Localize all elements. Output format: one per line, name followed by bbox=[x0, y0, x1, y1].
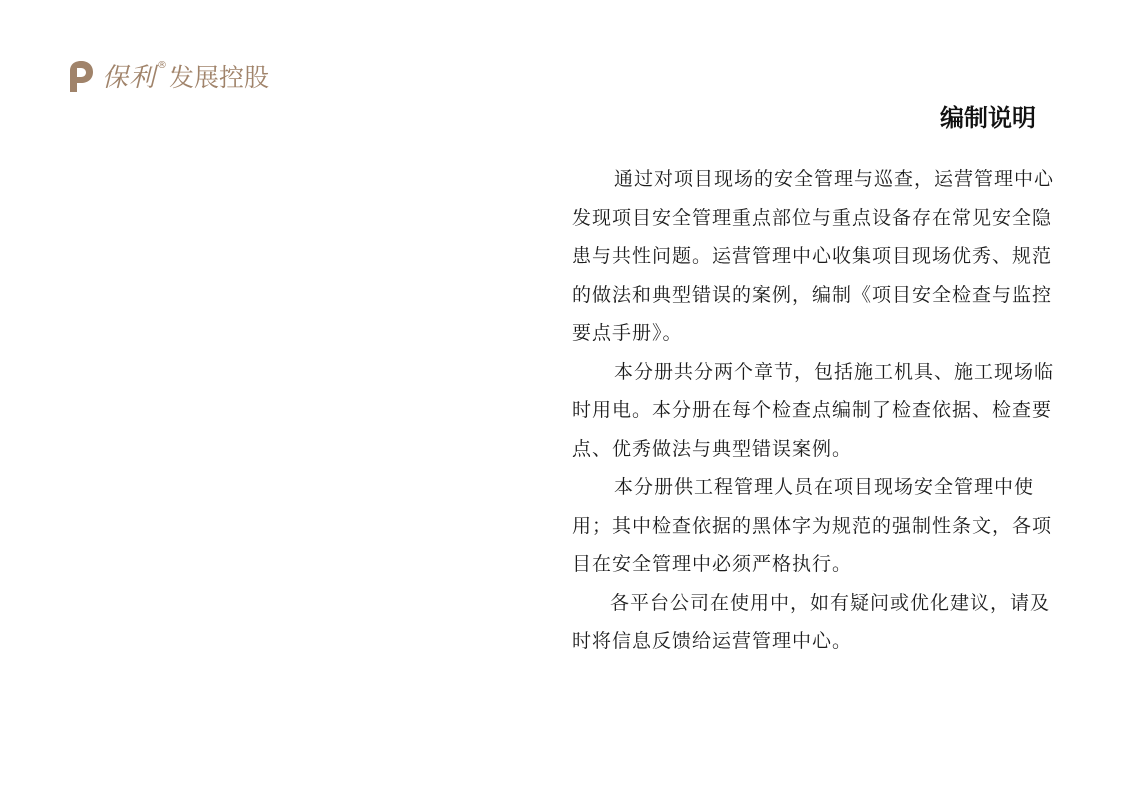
document-title: 编制说明 bbox=[940, 104, 1036, 132]
paragraph: 本分册共分两个章节，包括施工机具、施工现场临时用电。本分册在每个检查点编制了检查依据、检查要点、优秀做法与典型错误案例。 bbox=[572, 360, 1055, 460]
paragraph: 本分册供工程管理人员在项目现场安全管理中使用；其中检查依据的黑体字为规范的强制性条文，各项目在安全管理中必须严格执行。 bbox=[572, 476, 1053, 575]
company-logo bbox=[66, 58, 269, 94]
logo-company-text: 发展控股 bbox=[169, 63, 270, 92]
registered-mark: ® bbox=[157, 59, 168, 71]
poly-logo-icon bbox=[66, 59, 96, 93]
paragraph: 各平台公司在使用中，如有疑问或优化建议，请及时将信息反馈给运营管理中心。 bbox=[572, 591, 1051, 652]
paragraph: 通过对项目现场的安全管理与巡查，运营管理中心发现项目安全管理重点部位与重点设备存在常见安全隐患与共性问题。运营管理中心收集项目现场优秀、规范的做法和典型错误的案例，编制《项目安全检查与监控要点手册》。 bbox=[572, 168, 1055, 344]
document-body bbox=[572, 160, 1060, 661]
logo-script-text: 保利 bbox=[102, 62, 157, 93]
